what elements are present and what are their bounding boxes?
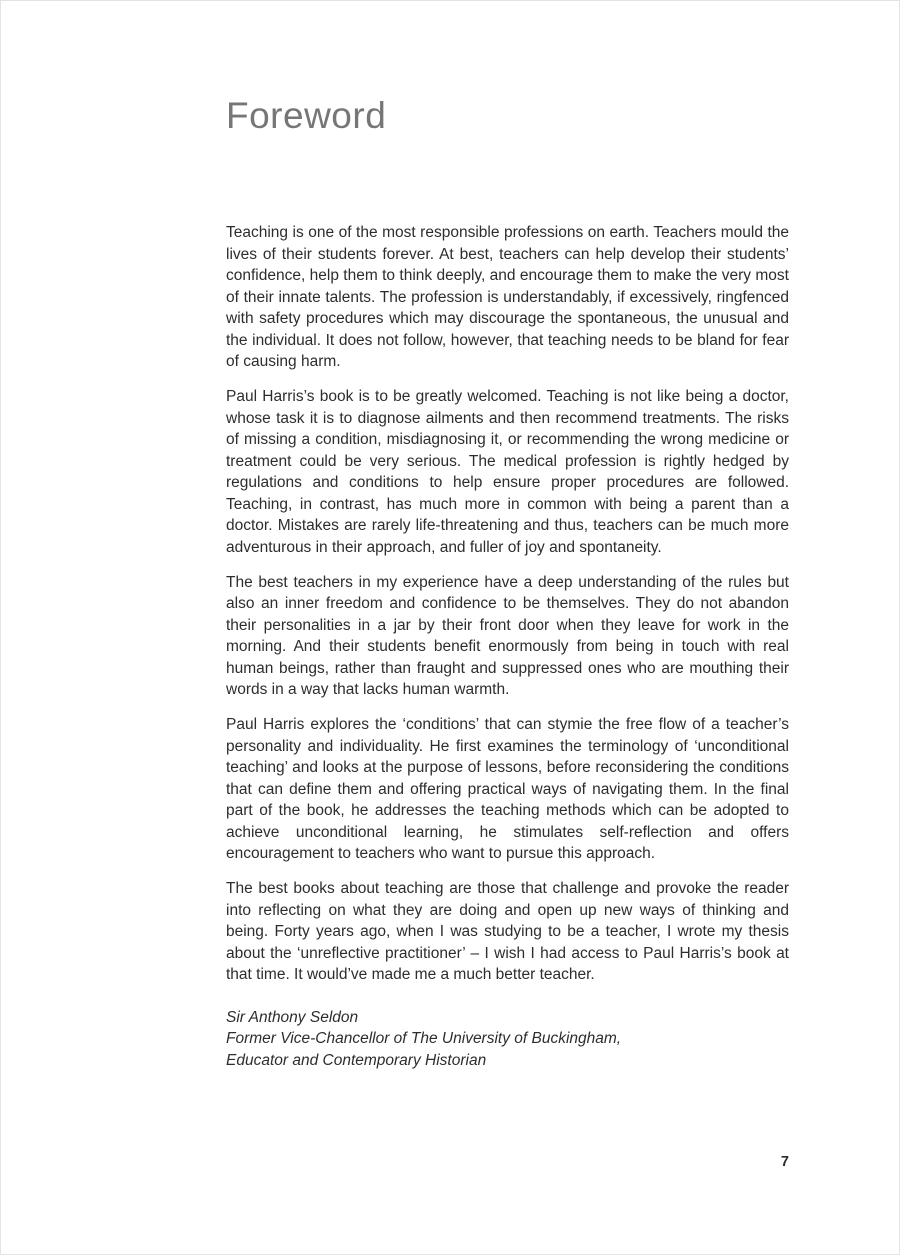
page-title: Foreword [226, 95, 387, 136]
signature-role-line-2: Educator and Contemporary Historian [226, 1051, 487, 1069]
page-number: 7 [780, 1154, 789, 1170]
foreword-paragraph-2: Paul Harris’s book is to be greatly welcomed. Teaching is not like being a doctor, whose task it is to diagnose ailments and then recommend treatments. The risks of missing a condition, misdiagnosing it, or recommending the wrong medicine or treatment could be very serious. The medical profession is rightly hedged by regulations and conditions to help ensure proper procedures are followed. Teaching, in contrast, has much more in common with being a parent than a doctor. Mistakes are rarely life-threatening and thus, teachers can be much more adventurous in their approach, and fuller of joy and spontaneity. [226, 388, 789, 556]
signature-role-line-1: Former Vice-Chancellor of The University of Buckingham, [226, 1030, 622, 1047]
foreword-body [226, 222, 789, 1071]
signature-block [226, 1007, 789, 1072]
foreword-paragraph-1: Teaching is one of the most responsible professions on earth. Teachers mould the lives of their students forever. At best, teachers can help develop their students’ confidence, help them to think deeply, and encourage them to make the very most of their innate talents. The profession is understandably, if excessively, ringfenced with safety procedures which may discourage the spontaneous, the unusual and the individual. It does not follow, however, that teaching needs to be bland for fear of causing harm. [226, 224, 789, 370]
foreword-paragraph-5: The best books about teaching are those that challenge and provoke the reader into reflecting on what they are doing and open up new ways of thinking and being. Forty years ago, when I was studying to be a teacher, I wrote my thesis about the ‘unreflective practitioner’ – I wish I had access to Paul Harris’s book at that time. It would’ve made me a much better teacher. [226, 880, 789, 983]
signature-name: Sir Anthony Seldon [226, 1008, 359, 1026]
foreword-paragraph-4: Paul Harris explores the ‘conditions’ that can stymie the free flow of a teacher’s personality and individuality. He first examines the terminology of ‘unconditional teaching’ and looks at the purpose of lessons, before reconsidering the conditions that can define them and offering practical ways of navigating them. In the final part of the book, he addresses the teaching methods which can be adopted to achieve unconditional learning, he stimulates self-reflection and offers encouragement to teachers who want to pursue this approach. [226, 716, 789, 862]
foreword-paragraph-3: The best teachers in my experience have a deep understanding of the rules but also an inner freedom and confidence to be themselves. They do not abandon their personalities in a jar by their front door when they leave for work in the morning. And their students benefit enormously from being in touch with real human beings, rather than fraught and suppressed ones who are mouthing their words in a way that lacks human warmth. [226, 573, 789, 698]
